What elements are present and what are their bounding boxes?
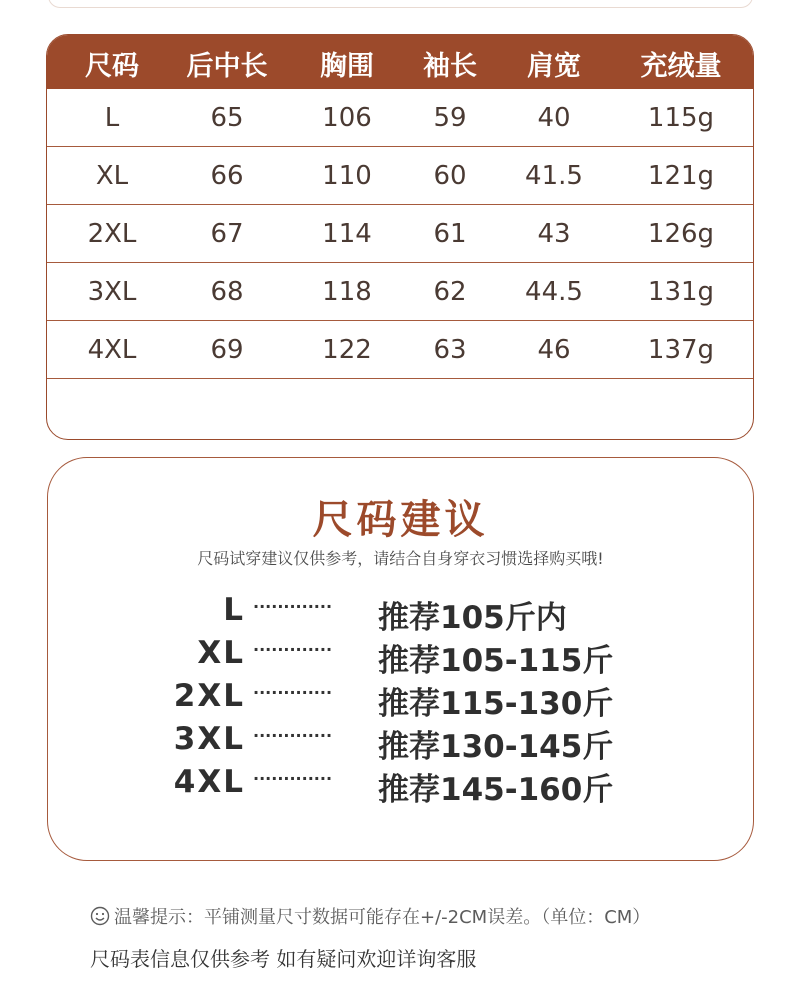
recommendation-item bbox=[48, 760, 753, 808]
cell-chest: 110 bbox=[322, 160, 372, 191]
recommendation-title: 尺码建议 bbox=[312, 497, 489, 543]
dotted-leader: ············· bbox=[253, 640, 333, 659]
recommendation-size: 2XL bbox=[173, 678, 245, 714]
recommendation-item bbox=[48, 674, 753, 722]
cell-sleeve: 61 bbox=[433, 218, 467, 249]
cell-size: L bbox=[104, 102, 120, 133]
measurement-tip bbox=[90, 903, 650, 929]
cell-chest: 114 bbox=[322, 218, 372, 249]
cell-shoulder: 40 bbox=[537, 102, 571, 133]
cell-fill: 131g bbox=[647, 276, 715, 307]
recommendation-size: XL bbox=[197, 635, 245, 671]
cell-shoulder: 43 bbox=[537, 218, 571, 249]
recommendation-weight: 推荐105斤内 bbox=[378, 600, 567, 636]
cell-chest: 118 bbox=[322, 276, 372, 307]
recommendation-weight: 推荐130-145斤 bbox=[378, 729, 614, 765]
recommendation-item bbox=[48, 588, 753, 636]
recommendation-item bbox=[48, 631, 753, 679]
cell-back-length: 69 bbox=[210, 334, 244, 365]
tip-text: 温馨提示：平铺测量尺寸数据可能存在+/-2CM误差。（单位：CM） bbox=[114, 907, 651, 928]
recommendation-size: 4XL bbox=[173, 764, 245, 800]
recommendation-item bbox=[48, 717, 753, 765]
table-row bbox=[47, 147, 753, 205]
cell-shoulder: 44.5 bbox=[525, 276, 583, 307]
cell-size: 3XL bbox=[87, 276, 137, 307]
dotted-leader: ············· bbox=[253, 769, 333, 788]
cell-fill: 126g bbox=[647, 218, 715, 249]
header-shoulder: 肩宽 bbox=[527, 50, 581, 82]
cell-chest: 122 bbox=[322, 334, 372, 365]
reference-note: 尺码表信息仅供参考 如有疑问欢迎详询客服 bbox=[90, 947, 477, 971]
cell-sleeve: 59 bbox=[433, 102, 467, 133]
header-chest: 胸围 bbox=[320, 50, 374, 82]
cell-back-length: 67 bbox=[210, 218, 244, 249]
cell-fill: 121g bbox=[647, 160, 715, 191]
header-size: 尺码 bbox=[85, 50, 139, 82]
cell-fill: 137g bbox=[647, 334, 715, 365]
size-table bbox=[46, 34, 754, 440]
cell-back-length: 68 bbox=[210, 276, 244, 307]
cell-back-length: 66 bbox=[210, 160, 244, 191]
recommendation-list bbox=[48, 588, 753, 808]
recommendation-weight: 推荐145-160斤 bbox=[378, 772, 614, 808]
recommendation-weight: 推荐105-115斤 bbox=[378, 643, 614, 679]
table-row bbox=[47, 263, 753, 321]
dotted-leader: ············· bbox=[253, 726, 333, 745]
header-fill: 充绒量 bbox=[640, 50, 722, 82]
table-row bbox=[47, 321, 753, 379]
dotted-leader: ············· bbox=[253, 683, 333, 702]
header-sleeve: 袖长 bbox=[423, 50, 477, 82]
top-card-edge bbox=[48, 0, 753, 8]
cell-sleeve: 60 bbox=[433, 160, 467, 191]
cell-chest: 106 bbox=[322, 102, 372, 133]
smile-icon bbox=[90, 906, 110, 926]
recommendation-size: L bbox=[223, 592, 245, 628]
recommendation-subtitle: 尺码试穿建议仅供参考，请结合自身穿衣习惯选择购买哦! bbox=[197, 549, 604, 568]
header-back-length: 后中长 bbox=[186, 50, 268, 82]
cell-size: 2XL bbox=[87, 218, 137, 249]
cell-size: XL bbox=[95, 160, 129, 191]
cell-size: 4XL bbox=[87, 334, 137, 365]
cell-shoulder: 41.5 bbox=[525, 160, 583, 191]
size-recommendation-card bbox=[47, 457, 754, 861]
cell-sleeve: 62 bbox=[433, 276, 467, 307]
table-row bbox=[47, 89, 753, 147]
recommendation-size: 3XL bbox=[173, 721, 245, 757]
cell-shoulder: 46 bbox=[537, 334, 571, 365]
dotted-leader: ············· bbox=[253, 597, 333, 616]
recommendation-weight: 推荐115-130斤 bbox=[378, 686, 614, 722]
cell-sleeve: 63 bbox=[433, 334, 467, 365]
table-row bbox=[47, 205, 753, 263]
table-header bbox=[47, 35, 753, 89]
cell-back-length: 65 bbox=[210, 102, 244, 133]
cell-fill: 115g bbox=[647, 102, 715, 133]
